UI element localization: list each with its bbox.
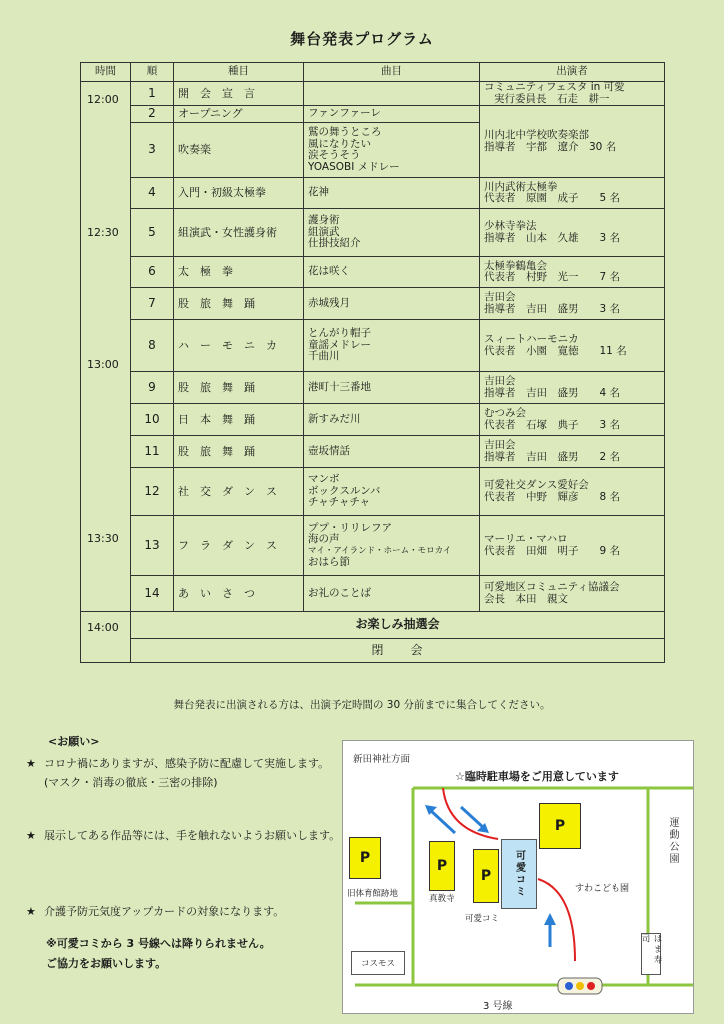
row-performer: 川内武術太極拳 代表者 原園 成子 5 名: [480, 178, 665, 209]
row-number: 2: [131, 106, 174, 123]
row-song: 壺坂情話: [304, 436, 480, 468]
time-mark: 12:30: [87, 226, 119, 239]
traffic-light-yellow: [576, 982, 584, 990]
row-song: 港町十三番地: [304, 372, 480, 404]
row-category: 股 旅 舞 踊: [174, 372, 304, 404]
header-performer: 出演者: [480, 63, 665, 82]
row-performer: 太極拳鶴亀会 代表者 村野 光一 7 名: [480, 257, 665, 288]
route-arrow: [538, 879, 575, 961]
row-number: 4: [131, 178, 174, 209]
star-icon: ★: [26, 905, 36, 918]
shrine-label: 新田神社方面: [353, 754, 411, 765]
row-song: ププ・リリレフア 海の声 マイ・アイランド・ホーム・モロカイ おはら節: [304, 516, 480, 576]
table-row: [81, 82, 665, 106]
time-mark: 13:00: [87, 358, 119, 371]
row-category: 組演武・女性護身術: [174, 209, 304, 257]
row-performer: 吉田会 指導者 吉田 盛男 2 名: [480, 436, 665, 468]
sumiwa-label: すわこども園: [575, 884, 630, 894]
parking-icon: P: [429, 841, 455, 891]
row-song: 護身術 組演武 仕掛技紹介: [304, 209, 480, 257]
star-icon: ★: [26, 757, 36, 770]
table-row: [81, 288, 665, 320]
row-performer: スィートハーモニカ 代表者 小園 寛徳 11 名: [480, 320, 665, 372]
row-category: 太 極 拳: [174, 257, 304, 288]
request-item: ★ 介護予防元気度アップカードの対象になります。: [26, 902, 344, 921]
row-category: あ い さ つ: [174, 576, 304, 612]
row-number: 6: [131, 257, 174, 288]
hama-sushi-label: はま寿司: [641, 933, 661, 975]
row-number: 9: [131, 372, 174, 404]
row-number: 11: [131, 436, 174, 468]
program-table: [80, 62, 665, 663]
row-category: 入門・初級太極拳: [174, 178, 304, 209]
row-song: 鷲の舞うところ 風になりたい 涙そうそう YOASOBI メドレー: [304, 123, 480, 178]
row-performer: 少林寺拳法 指導者 山本 久雄 3 名: [480, 209, 665, 257]
route-warning: ※可愛コミから 3 号線へは降りられません。 ご協力をお願いします。: [46, 937, 271, 970]
traffic-light-blue: [565, 982, 573, 990]
closing-row: [81, 639, 665, 663]
table-row: [81, 468, 665, 516]
row-performer: むつみ会 代表者 石塚 典子 3 名: [480, 404, 665, 436]
row-song: 花は咲く: [304, 257, 480, 288]
table-header-row: [81, 63, 665, 82]
row-number: 7: [131, 288, 174, 320]
traffic-light-red: [587, 982, 595, 990]
access-map: [342, 740, 694, 1014]
row-performer: 可愛地区コミュニティ協議会 会長 本田 親文: [480, 576, 665, 612]
time-blank: [81, 639, 131, 663]
row-song: お礼のことば: [304, 576, 480, 612]
lottery-row: [81, 612, 665, 639]
row-number: 8: [131, 320, 174, 372]
header-song: 曲目: [304, 63, 480, 82]
requests-title: <お願い>: [48, 735, 100, 748]
row-category: 開 会 宣 言: [174, 82, 304, 106]
parking-icon: P: [349, 837, 381, 879]
table-row: [81, 257, 665, 288]
request-item: ★ コロナ禍にありますが、感染予防に配慮して実施します。(マスク・消毒の徹底・三密の排除): [26, 754, 344, 792]
table-row: [81, 209, 665, 257]
row-number: 5: [131, 209, 174, 257]
row-performer: 吉田会 指導者 吉田 盛男 4 名: [480, 372, 665, 404]
request-item: ★ 展示してある作品等には、手を触れないようお願いします。: [26, 826, 344, 845]
row-category: 股 旅 舞 踊: [174, 288, 304, 320]
parking-icon: P: [539, 803, 581, 849]
park-label: 運動公園: [667, 817, 678, 865]
row-song: マンボ ボックスルンバ チャチャチャ: [304, 468, 480, 516]
header-order: 順: [131, 63, 174, 82]
table-row: [81, 436, 665, 468]
parking-icon: P: [473, 849, 499, 903]
row-category: 股 旅 舞 踊: [174, 436, 304, 468]
header-category: 種目: [174, 63, 304, 82]
time-mark: 12:00: [87, 93, 119, 106]
lottery-label: お楽しみ抽選会: [131, 612, 665, 639]
former-gym-label: 旧体育館跡地: [347, 889, 399, 899]
row-number: 10: [131, 404, 174, 436]
cosmos-label: コスモス: [351, 951, 405, 975]
row-song: [304, 82, 480, 106]
table-row: [81, 404, 665, 436]
row-performer: コミュニティフェスタ in 可愛 実行委員長 石走 耕一: [480, 82, 665, 106]
kae-komi-label: 可愛コミ: [465, 914, 500, 924]
row-category: 日 本 舞 踊: [174, 404, 304, 436]
row-song: ファンファーレ: [304, 106, 480, 123]
parking-notice: ☆臨時駐車場をご用意しています: [455, 770, 619, 783]
row-number: 1: [131, 82, 174, 106]
row-performer: 吉田会 指導者 吉田 盛男 3 名: [480, 288, 665, 320]
row-number: 3: [131, 123, 174, 178]
row-performer: 可愛社交ダンス愛好会 代表者 中野 輝彦 8 名: [480, 468, 665, 516]
shinkyoji-label: 真教寺: [429, 894, 455, 904]
table-row: [81, 372, 665, 404]
time-mark: 14:00: [87, 621, 119, 634]
row-number: 13: [131, 516, 174, 576]
time-column: [81, 82, 131, 634]
time-mark: 13:30: [87, 532, 119, 545]
row-song: 花神: [304, 178, 480, 209]
table-row: [81, 576, 665, 612]
table-row: [81, 106, 665, 123]
row-category: ハ ー モ ニ カ: [174, 320, 304, 372]
assembly-note: 舞台発表に出演される方は、出演予定時間の 30 分前までに集合してください。: [173, 699, 551, 711]
table-row: [81, 516, 665, 576]
arrow-icon: [544, 913, 556, 925]
row-number: 14: [131, 576, 174, 612]
table-row: [81, 320, 665, 372]
row-performer: マーリエ・マハロ 代表者 田畑 明子 9 名: [480, 516, 665, 576]
row-song: とんがり帽子 童謡メドレー 千曲川: [304, 320, 480, 372]
row-category: 社 交 ダ ン ス: [174, 468, 304, 516]
closing-label: 閉 会: [131, 639, 665, 663]
header-time: 時間: [81, 63, 131, 82]
row-category: フ ラ ダ ン ス: [174, 516, 304, 576]
row-number: 12: [131, 468, 174, 516]
row-category: 吹奏楽: [174, 123, 304, 178]
table-row: [81, 178, 665, 209]
route-3-label: 3 号線: [483, 1001, 513, 1012]
kae-komi-building: 可愛コミ: [501, 839, 537, 909]
row-song: 新すみだ川: [304, 404, 480, 436]
row-performer: 川内北中学校吹奏楽部 指導者 宇都 遼介 30 名: [480, 106, 665, 178]
row-category: オープニング: [174, 106, 304, 123]
page-title: 舞台発表プログラム: [290, 30, 434, 48]
star-icon: ★: [26, 829, 36, 842]
row-song: 赤城残月: [304, 288, 480, 320]
